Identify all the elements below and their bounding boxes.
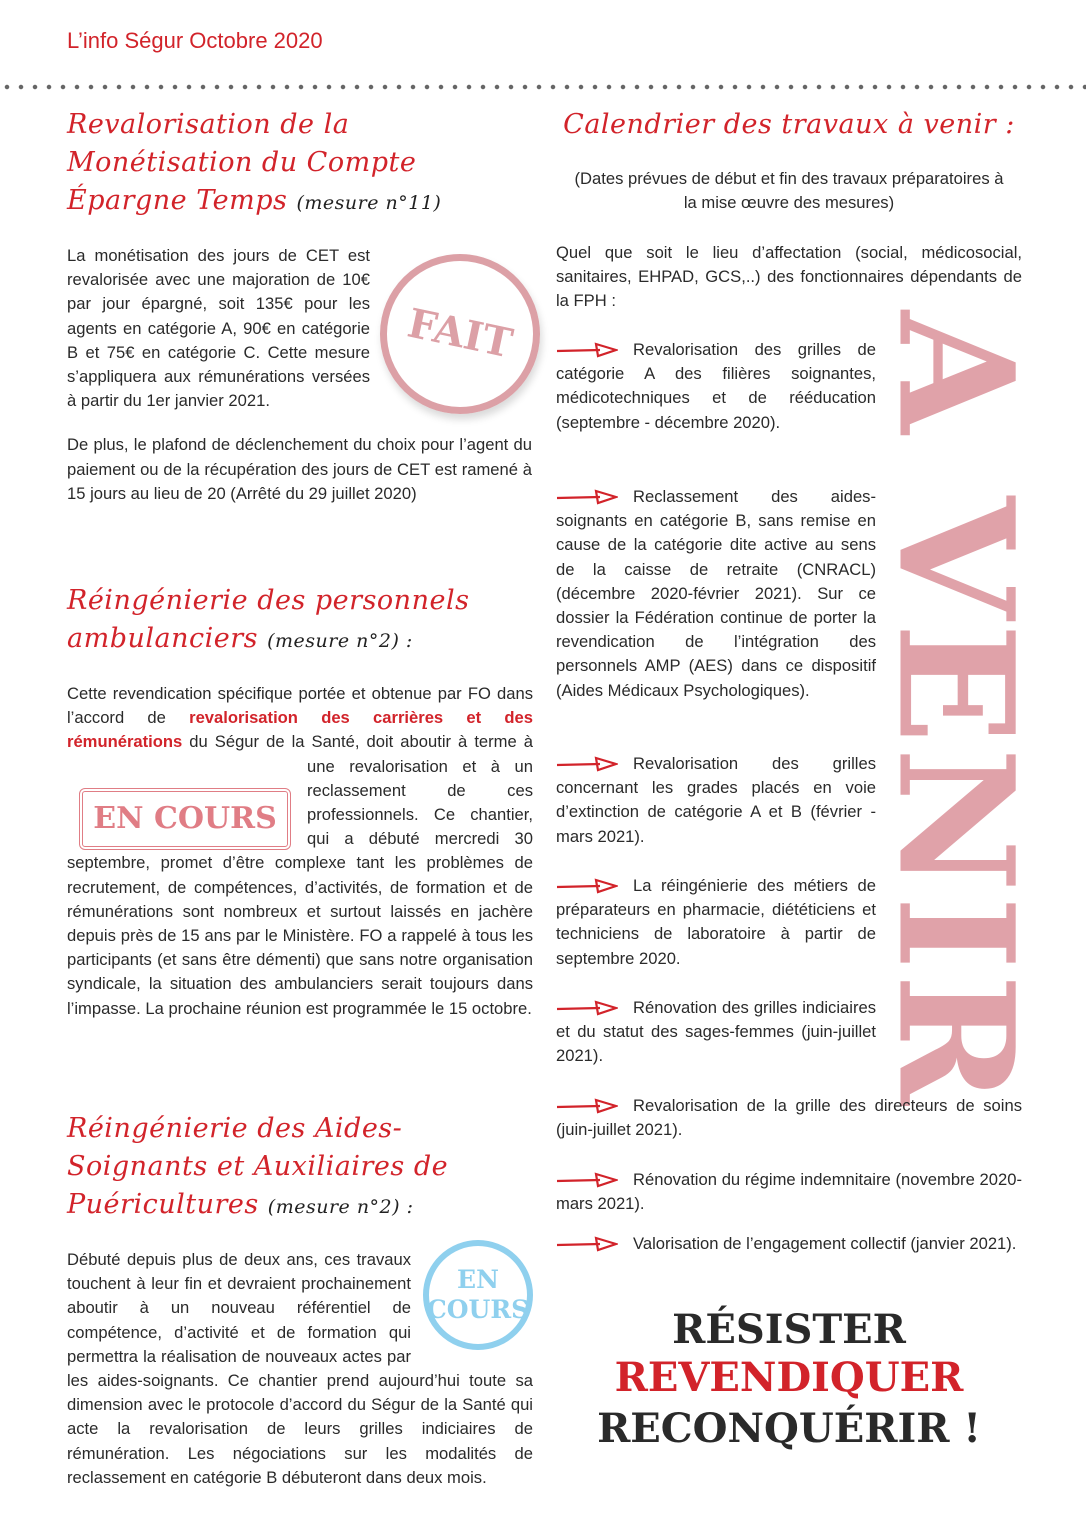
calendar-item-text: Reclassement des aides-soignants en catégorie B, sans remise en cause de la catégorie dite active au sens de la caisse de retraite (CNRACL) (décembre 2020-février 2021). Sur ce dossier la Fédération continue de porter la revendication de l’intégration des personnels AMP (AES) dans ce dispositif (Aides Médicaux Psychologiques). <box>556 487 876 700</box>
dotted-divider <box>0 84 1086 90</box>
en-cours-stamp-blue: EN COURS <box>423 1240 533 1350</box>
calendar-item <box>556 1094 1022 1142</box>
calendar-item-text: Revalorisation de la grille des directeurs de soins (juin-juillet 2021). <box>556 1096 1022 1140</box>
calendar-title: Calendrier des travaux à venir : <box>563 109 1015 140</box>
arrow-icon <box>556 1236 618 1252</box>
fait-stamp: FAIT <box>365 239 555 429</box>
calendar-item-text: Rénovation du régime indemnitaire (novembre 2020-mars 2021). <box>556 1170 1022 1214</box>
calendar-item <box>556 752 876 849</box>
slogan-reconquerir: RECONQUÉRIR ! <box>597 1405 981 1452</box>
calendar-item <box>556 874 876 971</box>
section-ambulanciers <box>67 582 533 1021</box>
calendar-item-text: Rénovation des grilles indiciaires et du statut des sages-femmes (juin-juillet 2021). <box>556 998 876 1066</box>
arrow-icon <box>556 1098 618 1114</box>
newsletter-header: L’info Ségur Octobre 2020 <box>67 28 323 53</box>
arrow-icon <box>556 342 618 358</box>
calendar-item-text: Revalorisation des grilles de catégorie A des filières soignantes, médicotechniques et de rééducation (septembre - décembre 2020). <box>556 340 876 432</box>
arrow-icon <box>556 878 618 894</box>
slogan-resister: RÉSISTER <box>672 1306 906 1353</box>
section-cet <box>67 106 537 526</box>
en-cours-stamp: EN COURS <box>79 788 291 850</box>
calendar-intro: Quel que soit le lieu d’affectation (social, médicosocial, sanitaires, EHPAD, GCS,..) des fonctionnaires dépendants de la FPH : <box>556 243 1022 311</box>
calendar-item <box>556 996 876 1069</box>
arrow-icon <box>556 1000 618 1016</box>
arrow-icon <box>556 756 618 772</box>
section-title: Réingénierie des Aides-Soignants et Auxiliaires de Puéricultures (mesure n°2) : <box>67 1113 449 1220</box>
section-title: Revalorisation de la Monétisation du Compte Épargne Temps (mesure n°11) <box>67 109 442 216</box>
text: du Ségur de la Santé, doit aboutir à terme à une revalorisation et à un reclassement de ces professionnels. Ce chantier, qui a débuté mercredi 30 septembre, promet d’être complexe tant les problèmes de recrutement, de compétences, d’activités, de formation et de rémunérations sont nombreux et surtout laissés en jachère depuis près de 15 ans par le Ministère. FO a rappelé à tous les participants (et sans être démenti) que sans notre organisation syndicale, la situation des ambulanciers serait toujours dans l’impasse. La prochaine réunion est programmée le 15 octobre. <box>67 732 533 1018</box>
section-body <box>67 1248 533 1490</box>
calendar-item <box>556 485 876 703</box>
calendar-item-text: La réingénierie des métiers de préparateurs en pharmacie, diététiciens et techniciens de laboratoire à partir de septembre 2020. <box>556 876 876 968</box>
paragraph: De plus, le plafond de déclenchement du choix pour l’agent du paiement ou de la récupération des jours de CET est ramené à 15 jours au lieu de 20 (Arrêté du 29 juillet 2020) <box>67 435 532 503</box>
calendar-item <box>556 338 876 435</box>
calendar-subtitle: (Dates prévues de début et fin des travaux préparatoires à la mise œuvre des mesures) <box>574 169 1004 213</box>
section-title: Réingénierie des personnels ambulanciers (mesure n°2) : <box>67 585 470 654</box>
calendar-item <box>556 1232 1022 1256</box>
paragraph: La monétisation des jours de CET est revalorisée avec une majoration de 10€ par jour épargné, soit 135€ pour les agents en catégorie A, 90€ en catégorie B et 75€ en catégorie C. Cette mesure s’appliquera aux rémunérations versées à partir du 1er janvier 2021. <box>67 246 370 411</box>
calendar-item <box>556 1168 1022 1216</box>
a-venir-banner: A VENIR <box>862 310 1048 1110</box>
section-body <box>67 682 533 1021</box>
section-aides-soignants <box>67 1110 533 1490</box>
calendar-item-text: Revalorisation des grilles concernant les grades placés en voie d’extinction de catégorie A et B (février - mars 2021). <box>556 754 876 846</box>
section-body <box>67 244 532 506</box>
highlight-text: revalorisation des carrières et des rémunérations <box>67 708 533 752</box>
arrow-icon <box>556 489 618 505</box>
arrow-icon <box>556 1172 618 1188</box>
text: Cette revendication spécifique portée et obtenue par FO dans l’accord de <box>67 684 533 728</box>
calendar-item-text: Valorisation de l’engagement collectif (janvier 2021). <box>633 1234 1017 1253</box>
slogan-revendiquer: REVENDIQUER <box>614 1354 964 1401</box>
paragraph: Débuté depuis plus de deux ans, ces travaux touchent à leur fin et devraient prochainement aboutir à un nouveau référentiel de compétence, d’activité et de formation qui permettra la réalisation de nouveaux actes par les aides-soignants. Ce chantier prend aujourd’hui toute sa dimension avec le protocole d’accord du Ségur de la Santé qui acte la revalorisation de leurs grilles indiciaires de rémunération. Les négociations sur les modalités de reclassement en catégorie B débuteront dans deux mois. <box>67 1250 533 1487</box>
